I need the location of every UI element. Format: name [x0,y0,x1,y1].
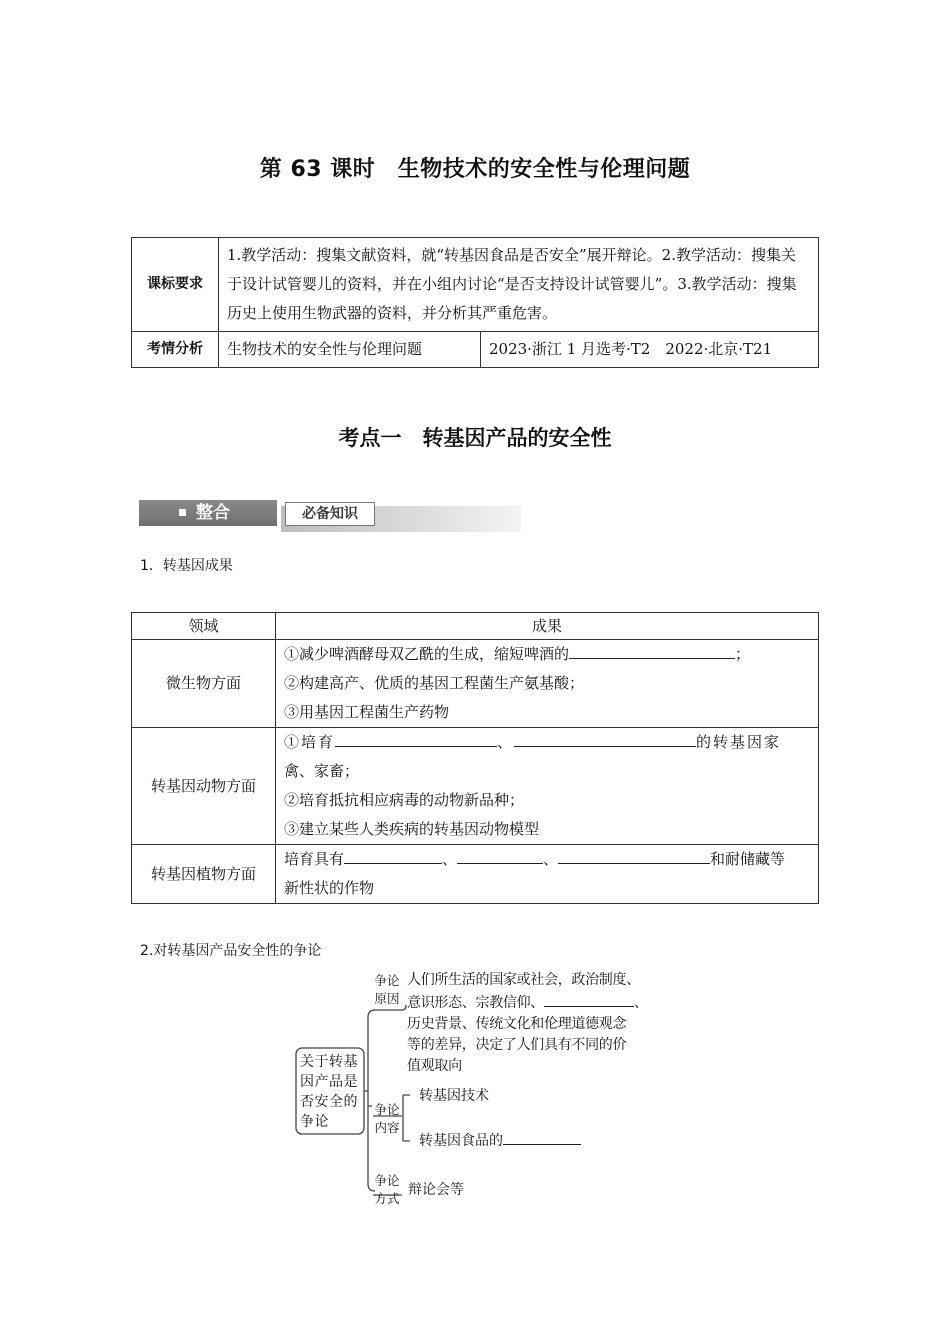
fill-blank[interactable] [544,991,634,1007]
animal-line2: ②培育抵抗相应病毒的动物新品种； [284,791,525,809]
branch3-label [372,1172,402,1208]
requirements-text: 1.教学活动：搜集文献资料，就“转基因食品是否安全”展开辩论。2.教学活动：搜集关于设计试管婴儿的资料，并在小组内讨论“是否支持设计试管婴儿”。3.教学活动：搜集历史上使用生物武器的资料，并分析其严重危害。 [219,238,819,332]
heading-1: 1．转基因成果 [140,558,233,574]
analysis-exams: 2023·浙江 1 月选考·T2 2022·北京·T21 [481,332,819,368]
results-table [131,612,819,904]
col-header-field: 领域 [132,613,276,640]
debate-diagram [290,965,670,1215]
plant-sep: 、 [442,850,458,868]
page-title: 第 63 课时 生物技术的安全性与伦理问题 [259,157,691,182]
analysis-label: 考情分析 [132,332,219,368]
analysis-topic: 生物技术的安全性与伦理问题 [219,332,481,368]
fill-blank[interactable] [457,845,543,864]
fill-blank[interactable] [514,728,696,747]
plant-sep: 、 [543,850,559,868]
micro-line3: ③用基因工程菌生产药物 [284,703,450,721]
animal-line1-cont: 禽、家畜； [284,762,360,780]
plant-line1-start: 培育具有 [284,850,345,868]
animal-line3: ③建立某些人类疾病的转基因动物模型 [284,820,540,838]
branch2-label-2: 内容 [374,1120,400,1135]
branch2-label-1: 争论 [374,1102,400,1117]
requirements-label: 课标要求 [132,238,219,332]
branch2-label [372,1101,402,1137]
fill-blank[interactable] [569,640,735,659]
plant-line1-end: 和耐储藏等 [710,850,786,868]
branch2-item2 [419,1129,581,1152]
branch2-item1: 转基因技术 [419,1088,489,1104]
branch1-label-1: 争论 [374,973,400,988]
fill-blank[interactable] [503,1129,581,1145]
branch1-line5: 值观取向 [407,1058,462,1074]
row-label-plant: 转基因植物方面 [132,845,276,904]
heading-2: 2.对转基因产品安全性的争论 [140,943,322,959]
micro-line2: ②构建高产、优质的基因工程菌生产氨基酸； [284,674,585,692]
square-icon [179,509,186,516]
branch3-label-1: 争论 [374,1173,400,1188]
micro-line1: ①减少啤酒酵母双乙酰的生成，缩短啤酒的 [284,645,570,663]
row-content-plant [276,845,819,904]
fill-blank[interactable] [344,845,442,864]
branch1-line3: 历史背景、传统文化和伦理道德观念 [407,1016,627,1032]
branch2-item2-text: 转基因食品的 [419,1133,503,1149]
row-label-micro: 微生物方面 [132,640,276,728]
fill-blank[interactable] [558,845,710,864]
banner-main-label: 整合 [196,503,230,523]
branch3-text: 辩论会等 [408,1182,464,1198]
row-content-animal [276,728,819,845]
section-title: 考点一 转基因产品的安全性 [338,426,612,450]
banner-tag: 必备知识 [285,502,375,526]
branch1-label [372,972,402,1008]
branch3-label-2: 方式 [374,1191,400,1206]
animal-line1-end: 的转基因家 [696,733,782,751]
row-label-animal: 转基因动物方面 [132,728,276,845]
branch1-line1: 人们所生活的国家或社会，政治制度、 [407,972,640,988]
fill-blank[interactable] [335,728,497,747]
animal-sep: 、 [497,733,515,751]
branch1-line2-end: 、 [634,995,648,1011]
branch1-text [407,970,667,1077]
branch1-line4: 等的差异，决定了人们具有不同的价 [407,1037,627,1053]
branch1-label-2: 原因 [374,991,400,1006]
micro-line1-end: ； [735,645,751,663]
row-content-micro [276,640,819,728]
animal-line1-start: ①培育 [284,733,336,751]
col-header-result: 成果 [276,613,819,640]
branch1-line2: 意识形态、宗教信仰、 [407,995,544,1011]
plant-line2: 新性状的作物 [284,879,375,897]
requirements-table [131,237,819,368]
diagram-root: 关于转基因产品是否安全的争论 [300,1054,358,1130]
section-banner [139,500,521,532]
banner-main [139,500,277,526]
